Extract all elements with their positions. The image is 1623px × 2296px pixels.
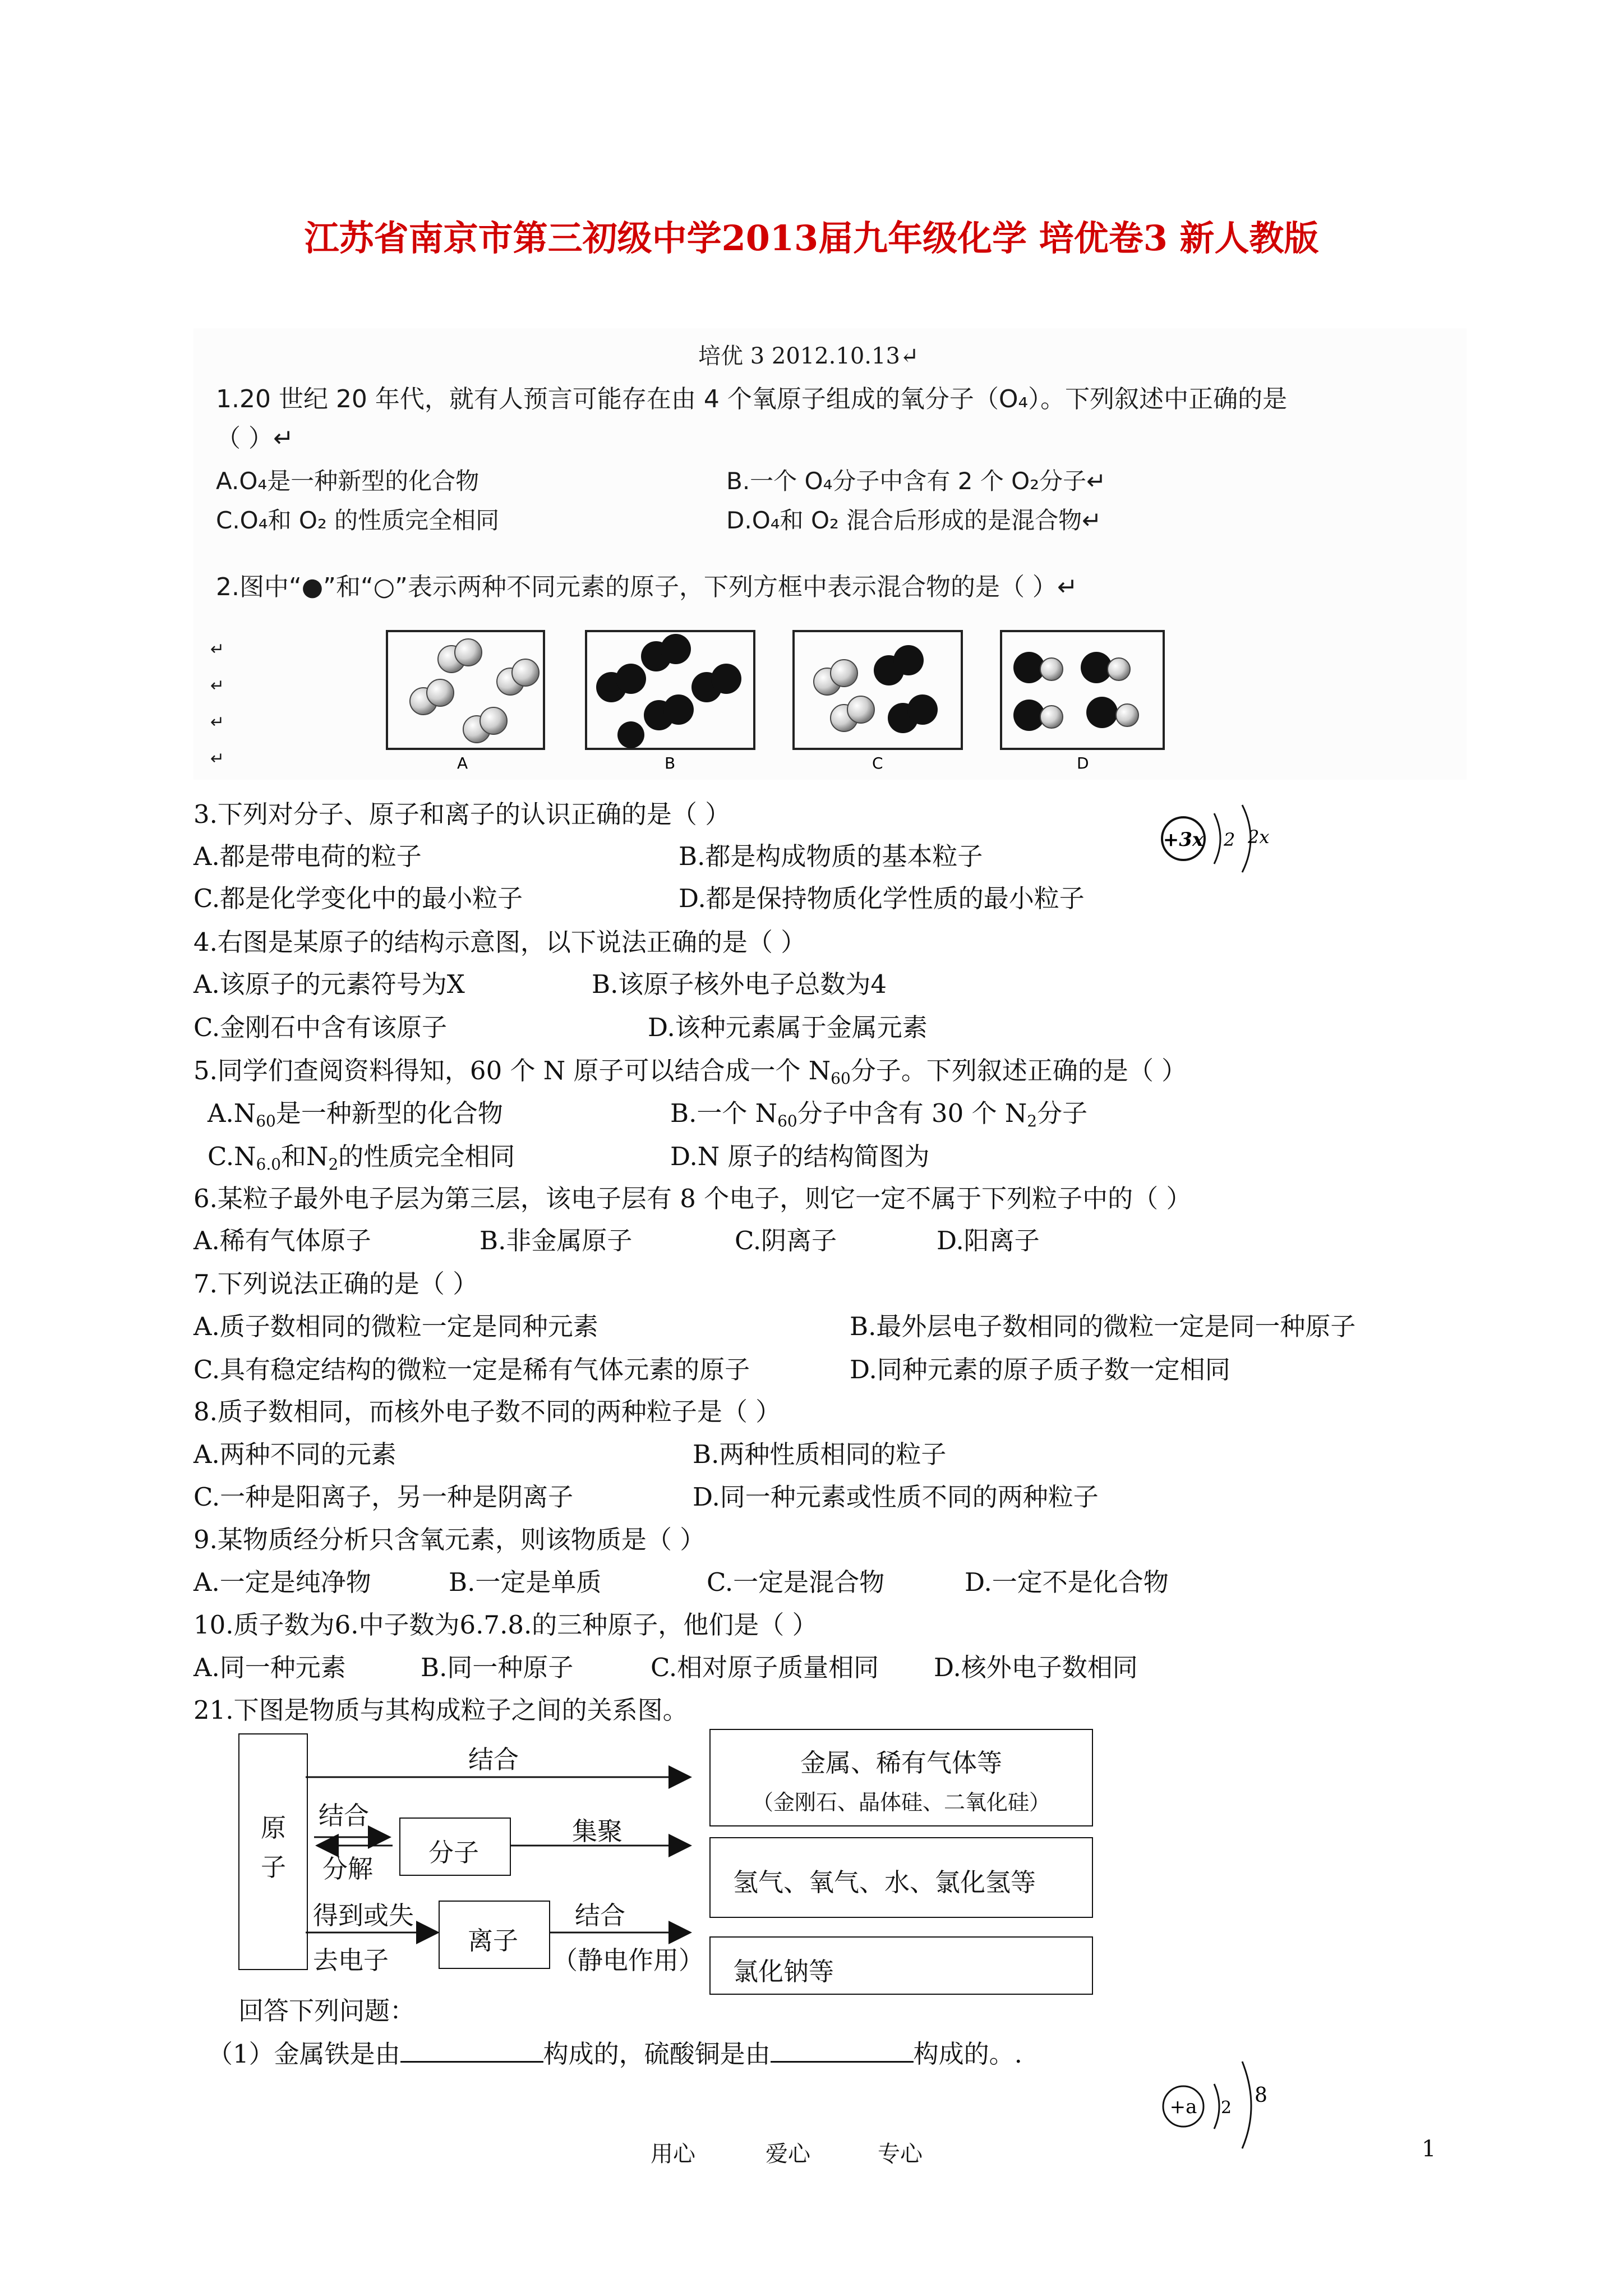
question-8: 8.质子数相同，而核外电子数不同的两种粒子是（ ） (193, 1397, 781, 1427)
q1-option-d: D.O₄和 O₂ 混合后形成的是混合物↵ (726, 507, 1102, 534)
atom-label-2: 子 (261, 1852, 287, 1882)
box-a-label: A (457, 754, 468, 771)
substance-box-1 (709, 1729, 1093, 1826)
molecule-boxes-figure (384, 625, 1259, 771)
box-c-label: C (872, 754, 883, 771)
q9-option-c: C.一定是混合物 (707, 1567, 885, 1597)
label-combine-ion: 结合 (575, 1901, 626, 1930)
q1-option-b: B.一个 O₄分子中含有 2 个 O₂分子↵ (726, 467, 1106, 495)
atom-structure-diagram-2 (1158, 2050, 1304, 2151)
box1-line2: （金刚石、晶体硅、二氧化硅） (751, 1790, 1050, 1815)
page-number: 1 (1422, 2136, 1436, 2162)
atom-structure-diagram-1 (1158, 797, 1304, 875)
return-mark: ↵ (210, 749, 225, 769)
box-d (1001, 631, 1164, 749)
q5-option-c: $C.N_{6.0}$和$N_2$的性质完全相同 (208, 1142, 515, 1174)
box-c-molecules (814, 645, 938, 733)
q3-option-d: D.都是保持物质化学性质的最小粒子 (679, 884, 1085, 913)
q3-option-b: B.都是构成物质的基本粒子 (679, 841, 983, 871)
label-gather: 集聚 (572, 1816, 623, 1846)
shell-2-electrons: 8 (1255, 2084, 1267, 2107)
label-combine-left: 结合 (319, 1801, 370, 1830)
question-21-1: （1）金属铁是由 构成的，硫酸铜是由 构成的。. (208, 2039, 1022, 2069)
substance-box-2 (709, 1837, 1093, 1918)
q6-option-b: B.非金属原子 (479, 1226, 633, 1255)
question-2: 2.图中“●”和“○”表示两种不同元素的原子，下列方框中表示混合物的是（ ）↵ (216, 573, 1078, 601)
question-21: 21.下图是物质与其构成粒子之间的关系图。 (193, 1695, 688, 1725)
question-9: 9.某物质经分析只含氧元素，则该物质是（ ） (193, 1525, 706, 1554)
box-d-molecules (1013, 652, 1138, 731)
q10-option-b: B.同一种原子 (421, 1653, 574, 1682)
q10-option-c: C.相对原子质量相同 (651, 1653, 879, 1682)
substance-box-3 (709, 1936, 1093, 1995)
label-gain-lose-1: 得到或失 (313, 1901, 414, 1930)
q3-option-c: C.都是化学变化中的最小粒子 (193, 884, 523, 913)
q10-option-d: D.核外电子数相同 (934, 1653, 1138, 1682)
molecule-label: 分子 (428, 1838, 479, 1867)
return-mark: ↵ (210, 676, 225, 696)
q5-option-b: B.一个 $N_{60}$分子中含有 30 个 $N_2$分子 (670, 1098, 1088, 1130)
q9-option-d: D.一定不是化合物 (965, 1567, 1169, 1597)
footer-text-1: 用心 (651, 2141, 695, 2167)
q6-option-c: C.阴离子 (735, 1226, 837, 1255)
q7-option-c: C.具有稳定结构的微粒一定是稀有气体元素的原子 (193, 1355, 750, 1384)
label-gain-lose-2: 去电子 (313, 1945, 389, 1975)
question-1-paren: （ ）↵ (216, 424, 294, 453)
q7-option-a: A.质子数相同的微粒一定是同种元素 (193, 1312, 598, 1341)
atom-box (238, 1733, 308, 1970)
q4-option-d: D.该种元素属于金属元素 (648, 1013, 928, 1042)
q7-option-d: D.同种元素的原子质子数一定相同 (850, 1355, 1230, 1384)
document-title: 江苏省南京市第三初级中学2013届九年级化学 培优卷3 新人教版 (304, 218, 1319, 259)
footer-text-3: 专心 (878, 2141, 923, 2167)
shell-1-electrons: 2 (1221, 2098, 1232, 2118)
answer-blank-2[interactable] (771, 2039, 914, 2063)
question-10: 10.质子数为6.中子数为6.7.8.的三种原子，他们是（ ） (193, 1610, 818, 1640)
box-a-molecules (410, 639, 539, 743)
q8-option-a: A.两种不同的元素 (193, 1439, 396, 1469)
box3-text: 氯化钠等 (733, 1957, 834, 1986)
question-6: 6.某粒子最外电子层为第三层，该电子层有 8 个电子，则它一定不属于下列粒子中的（ ） (193, 1184, 1192, 1213)
label-combine-top: 结合 (468, 1745, 519, 1774)
scan-header: 培优 3 2012.10.13↵ (698, 343, 919, 369)
atom-label-1: 原 (261, 1813, 287, 1843)
footer-text-2: 爱心 (766, 2141, 810, 2167)
question-3: 3.下列对分子、原子和离子的认识正确的是（ ） (193, 799, 731, 829)
q4-option-a: A.该原子的元素符号为X (193, 969, 465, 999)
q5-option-a: $A.N_{60}$是一种新型的化合物 (208, 1098, 503, 1130)
question-7: 7.下列说法正确的是（ ） (193, 1269, 478, 1299)
q9-option-b: B.一定是单质 (449, 1567, 602, 1597)
return-mark: ↵ (210, 712, 225, 732)
q7-option-b: B.最外层电子数相同的微粒一定是同一种原子 (850, 1312, 1356, 1341)
answer-intro: 回答下列问题： (238, 1996, 416, 2026)
q8-option-b: B.两种性质相同的粒子 (693, 1439, 947, 1469)
q1-option-c: C.O₄和 O₂ 的性质完全相同 (216, 507, 500, 534)
question-1: 1.20 世纪 20 年代，就有人预言可能存在由 4 个氧原子组成的氧分子（O₄）。下列叙述中正确的是 (216, 385, 1288, 413)
box1-line1: 金属、稀有气体等 (800, 1748, 1002, 1778)
q5-option-d: D.N 原子的结构简图为 (670, 1142, 930, 1171)
shell-2-electrons: 2x (1248, 826, 1270, 848)
box-b-label: B (665, 754, 676, 771)
q6-option-a: A.稀有气体原子 (193, 1226, 371, 1255)
question-4: 4.右图是某原子的结构示意图，以下说法正确的是（ ） (193, 927, 806, 957)
q10-option-a: A.同一种元素 (193, 1653, 346, 1682)
answer-blank-1[interactable] (400, 2039, 543, 2063)
scanned-question-image (193, 328, 1467, 780)
return-mark: ↵ (210, 639, 225, 659)
q1-option-a: A.O₄是一种新型的化合物 (216, 467, 479, 495)
label-electrostatic: （静电作用） (552, 1945, 704, 1975)
q8-option-c: C.一种是阳离子，另一种是阴离子 (193, 1482, 574, 1512)
question-5: 5.同学们查阅资料得知，60 个 N 原子可以结合成一个 $N_{60}$分子。下列叙述正确的是（ ） (193, 1056, 1187, 1088)
nucleus-charge: +a (1169, 2096, 1197, 2118)
q6-option-d: D.阳离子 (937, 1226, 1040, 1255)
q3-option-a: A.都是带电荷的粒子 (193, 841, 422, 871)
q4-option-b: B.该原子核外电子总数为4 (592, 969, 887, 999)
molecule-box (399, 1818, 511, 1876)
nucleus-charge: +3x (1163, 829, 1204, 851)
shell-1-electrons: 2 (1224, 829, 1235, 850)
ion-label: 离子 (468, 1926, 519, 1955)
q9-option-a: A.一定是纯净物 (193, 1567, 371, 1597)
q8-option-d: D.同一种元素或性质不同的两种粒子 (693, 1482, 1099, 1512)
ion-box (439, 1901, 550, 1969)
box-b-molecules (596, 634, 741, 748)
label-decompose: 分解 (322, 1854, 374, 1884)
box-d-label: D (1077, 754, 1089, 771)
box2-text: 氢气、氧气、水、氯化氢等 (733, 1867, 1036, 1897)
q4-option-c: C.金刚石中含有该原子 (193, 1013, 448, 1042)
